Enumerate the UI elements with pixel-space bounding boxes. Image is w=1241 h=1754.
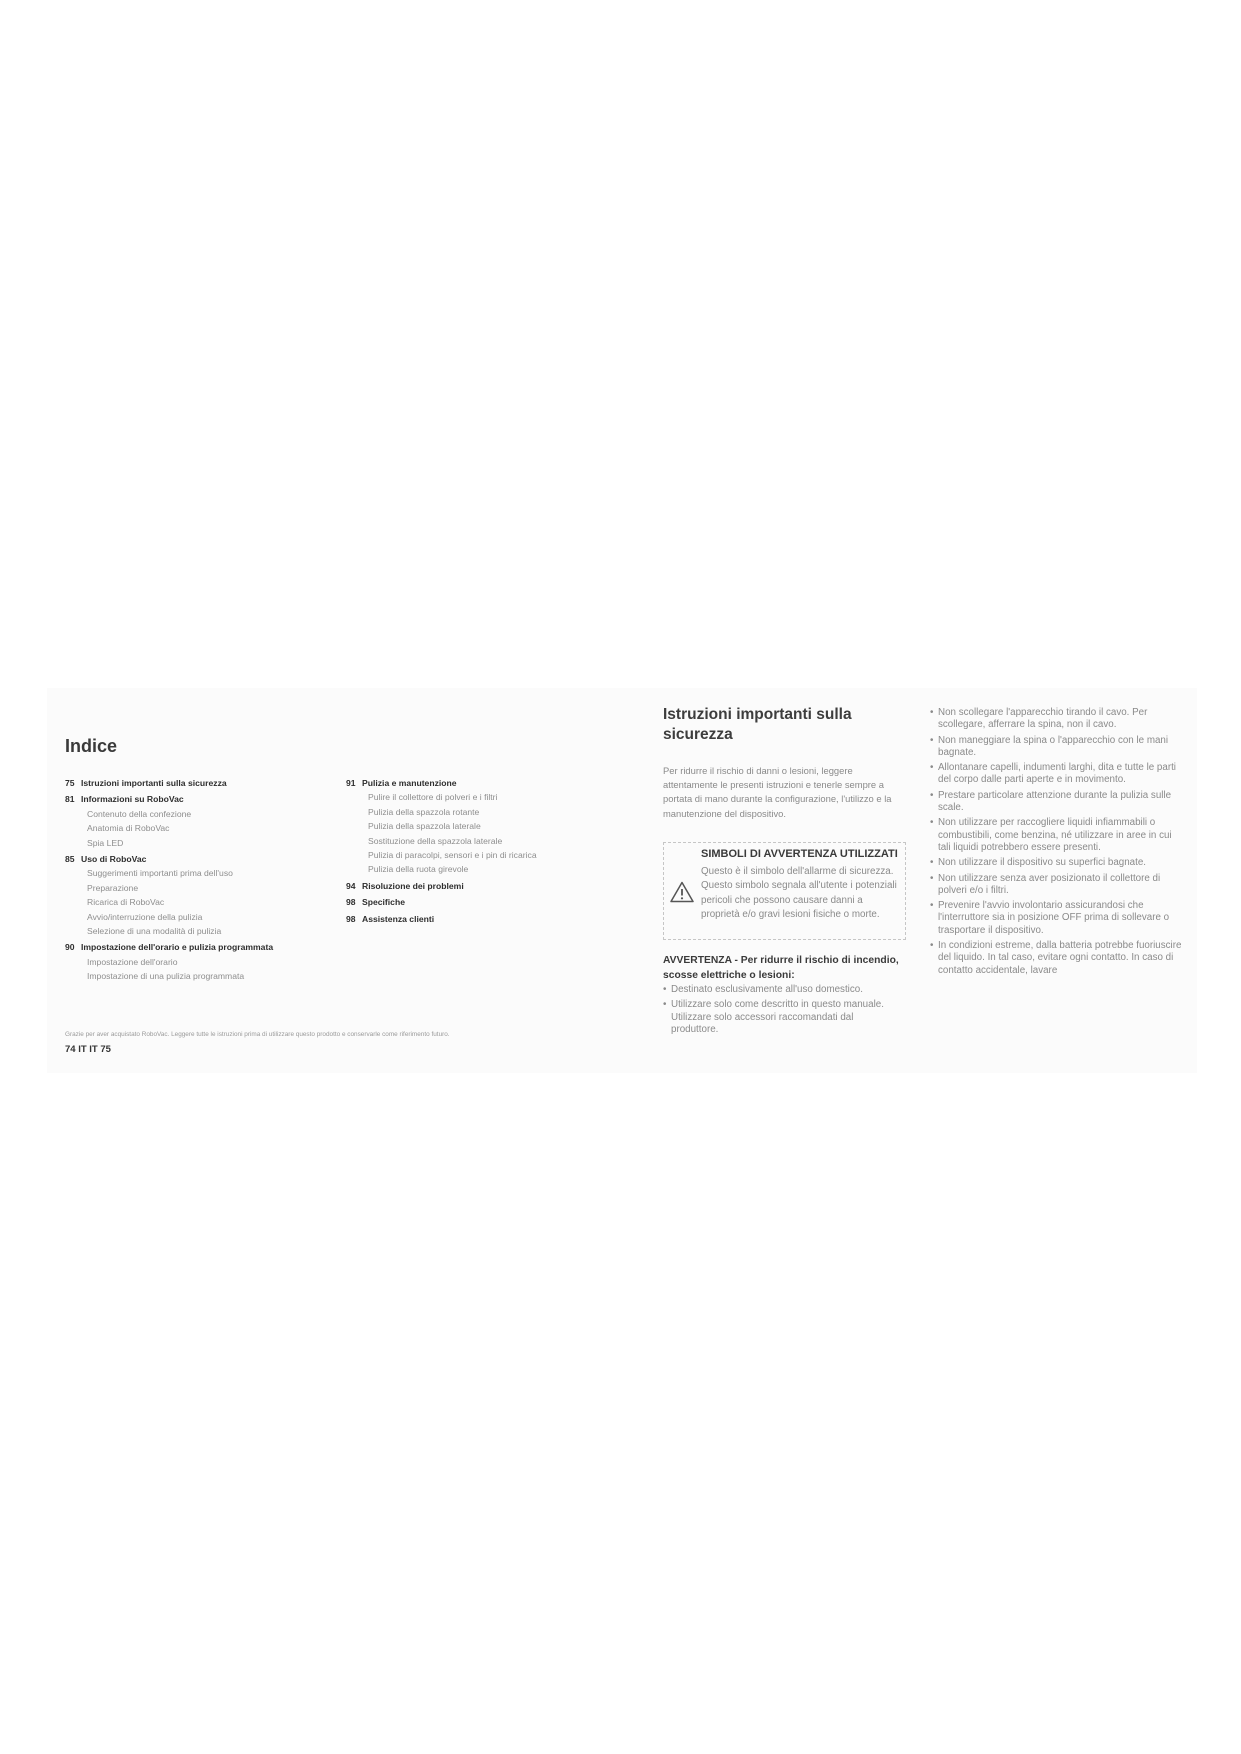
warning-bullet: • Allontanare capelli, indumenti larghi, dita e tutte le parti del corpo dalle parti aperte e in movimento.	[930, 762, 1182, 787]
toc-subsection: Suggerimenti importanti prima dell'uso	[87, 868, 233, 879]
toc-subsection: Spia LED	[87, 837, 124, 848]
warnings-list-left	[663, 984, 903, 1039]
toc-subsection: Preparazione	[87, 882, 139, 893]
safety-intro: Per ridurre il rischio di danni o lesioni, leggere attentamente le presenti istruzioni e tenerle sempre a portata di mano durante la configurazione, l'utilizzo e la manutenzione del dispositivo.	[663, 765, 892, 819]
warning-bullet: • Utilizzare solo come descritto in questo manuale. Utilizzare solo accessori raccomandati dal produttore.	[663, 999, 903, 1036]
toc-entry	[65, 940, 365, 983]
toc-subsection: Pulizia di paracolpi, sensori e i pin di ricarica	[368, 850, 537, 861]
warning-symbols-box	[663, 842, 906, 940]
toc-page-number: 98	[346, 897, 356, 908]
toc-section	[65, 940, 365, 954]
toc-page-number: 98	[346, 913, 356, 924]
toc-entry	[65, 852, 365, 938]
toc-section	[65, 792, 365, 806]
toc-entry	[346, 912, 646, 926]
toc-column-2	[346, 776, 646, 928]
toc-entry	[346, 895, 646, 909]
warning-bullet: • Non maneggiare la spina o l'apparecchio con le mani bagnate.	[930, 735, 1182, 760]
toc-section-title: Risoluzione dei problemi	[362, 880, 464, 891]
warning-bullet: • Non utilizzare senza aver posizionato il collettore di polveri e/o i filtri.	[930, 873, 1182, 898]
page-numbers: 74 IT IT 75	[65, 1044, 111, 1055]
toc-section	[65, 776, 365, 790]
toc-section	[346, 776, 646, 790]
warning-bullet: • In condizioni estreme, dalla batteria potrebbe fuoriuscire del liquido. In tal caso, evitare ogni contatto. In caso di contatto accidentale, lavare	[930, 940, 1182, 977]
warning-bullet: • Prestare particolare attenzione durante la pulizia sulle scale.	[930, 790, 1182, 815]
warnings-list-right	[930, 707, 1182, 980]
toc-section	[65, 852, 365, 866]
toc-entry	[346, 776, 646, 877]
toc-section	[346, 895, 646, 909]
toc-section	[346, 879, 646, 893]
toc-subsection: Pulizia della ruota girevole	[368, 864, 469, 875]
toc-subsection: Anatomia di RoboVac	[87, 823, 170, 834]
toc-section-title: Impostazione dell'orario e pulizia programmata	[81, 942, 274, 953]
warning-symbols-text: Questo è il simbolo dell'allarme di sicurezza. Questo simbolo segnala all'utente i potenziali pericoli che possono causare danni a proprietà e/o gravi lesioni fisiche o morte.	[701, 866, 897, 920]
toc-page-number: 81	[65, 794, 75, 805]
warning-heading: AVVERTENZA - Per ridurre il rischio di incendio, scosse elettriche o lesioni:	[663, 955, 899, 981]
toc-section-title: Informazioni su RoboVac	[81, 794, 184, 805]
toc-page-number: 90	[65, 942, 75, 953]
toc-section-title: Specifiche	[362, 897, 405, 908]
safety-title: Istruzioni importanti sulla sicurezza	[663, 706, 852, 743]
toc-section	[346, 912, 646, 926]
toc-page-number: 85	[65, 854, 75, 865]
toc-subsection: Impostazione dell'orario	[87, 956, 178, 967]
toc-subsection: Pulire il collettore di polveri e i filtri	[368, 792, 498, 803]
warning-bullet: • Prevenire l'avvio involontario assicurandosi che l'interruttore sia in posizione OFF prima di sollevare o trasportare il dispositivo.	[930, 900, 1182, 937]
toc-section-title: Pulizia e manutenzione	[362, 778, 457, 788]
warning-bullet: • Non scollegare l'apparecchio tirando il cavo. Per scollegare, afferrare la spina, non il cavo.	[930, 707, 1182, 732]
toc-subsection: Contenuto della confezione	[87, 808, 192, 819]
toc-subsection: Sostituzione della spazzola laterale	[368, 835, 503, 846]
index-title: Indice	[65, 736, 118, 756]
toc-section-title: Uso di RoboVac	[81, 854, 147, 865]
toc-subsection: Ricarica di RoboVac	[87, 897, 165, 908]
toc-entry	[65, 776, 365, 790]
toc-entry	[65, 792, 365, 850]
warning-bullet: • Non utilizzare il dispositivo su superfici bagnate.	[930, 857, 1182, 869]
toc-page-number: 94	[346, 880, 356, 891]
warning-bullet: • Destinato esclusivamente all'uso domestico.	[663, 984, 903, 996]
toc-subsection: Pulizia della spazzola laterale	[368, 821, 481, 832]
toc-section-title: Istruzioni importanti sulla sicurezza	[81, 778, 227, 788]
warning-triangle-icon	[670, 881, 694, 903]
toc-section-title: Assistenza clienti	[362, 913, 435, 924]
toc-entry	[346, 879, 646, 893]
toc-subsection: Pulizia della spazzola rotante	[368, 806, 480, 817]
toc-subsection: Selezione di una modalità di pulizia	[87, 926, 222, 937]
toc-page-number: 75	[65, 778, 75, 788]
warning-symbols-title: SIMBOLI DI AVVERTENZA UTILIZZATI	[701, 848, 898, 860]
toc-column-1	[65, 776, 365, 986]
warning-bullet: • Non utilizzare per raccogliere liquidi infiammabili o combustibili, come benzina, né utilizzare in aree in cui tali liquidi potrebbero essere presenti.	[930, 817, 1182, 854]
toc-subsection: Avvio/interruzione della pulizia	[87, 911, 203, 922]
toc-page-number: 91	[346, 778, 356, 788]
thank-you-note: Grazie per aver acquistato RoboVac. Leggere tutte le istruzioni prima di utilizzare questo prodotto e conservarle come riferimento futuro.	[65, 1031, 450, 1038]
toc-subsection: Impostazione di una pulizia programmata	[87, 971, 245, 982]
